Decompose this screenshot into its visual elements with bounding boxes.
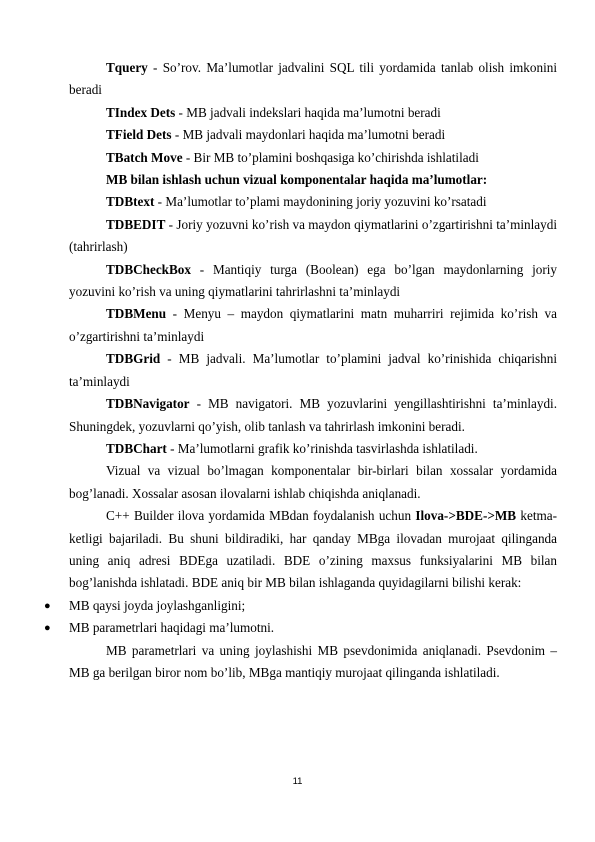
paragraph-tbatch-move [69,147,557,169]
paragraph-tdbchart [69,438,557,460]
cpp-bold-sequence: Ilova->BDE->MB [415,508,517,524]
term-tdbtext: TDBtext [106,194,155,210]
paragraph-tfield-dets [69,124,557,146]
paragraph-tdbnavigator [69,393,557,438]
definition-tquery: - So’rov. Ma’lumotlar jadvalini SQL tili yordamida tanlab olish imkonini beradi [69,60,557,98]
term-tdbchart: TDBChart [106,440,167,456]
paragraph-tdbgrid [69,348,557,393]
definition-tbatch-move: - Bir MB to’plamini boshqasiga ko’chirishda ishlatiladi [182,149,479,165]
bullet-text: MB parametrlari haqidagi ma’lumotni. [69,620,275,636]
paragraph-tdbmenu [69,303,557,348]
definition-tdbnavigator: - MB navigatori. MB yozuvlarini yengillashtirishni ta’minlaydi. Shuningdek, yozuvlarni qo’yish, olib tanlash va tahrirlash imkonini beradi. [69,396,557,434]
paragraph-cpp-builder [69,505,557,595]
term-tfield-dets: TField Dets [106,127,172,143]
section-heading: MB bilan ishlash uchun vizual komponentalar haqida ma’lumotlar: [106,172,488,188]
term-tquery: Tquery [106,60,148,75]
term-tdbmenu: TDBMenu [106,306,167,322]
paragraph-tdbcheckbox [69,259,557,304]
definition-tdbgrid: - MB jadvali. Ma’lumotlar to’plamini jadval ko’rinishida chiqarishni ta’minlaydi [69,351,557,389]
definition-tdbmenu: - Menyu – maydon qiymatlarini matn muharriri rejimida ko’rish va o’zgartirishni ta’minlaydi [69,306,557,344]
bullet-dot-icon: ● [44,622,51,635]
bullet-item [44,595,557,617]
bullet-item [44,617,557,639]
definition-tfield-dets: - MB jadvali maydonlari haqida ma’lumotni beradi [171,127,446,143]
term-tdbnavigator: TDBNavigator [106,396,190,412]
term-tbatch-move: TBatch Move [106,149,183,165]
cpp-text-after: ketma-ketligi bajariladi. Bu shuni bildiradiki, har qanday MBga ilovadan murojaat qilinganda uning aniq adresi BDEga uzatiladi. BDE o’zining maxsus funksiyalarini MB bilan bog’lanishda ishlatadi. BDE aniq bir MB bilan ishlaganda quyidagilarni bilishi kerak: [69,508,557,591]
paragraph-tindex-dets [69,102,557,124]
term-tdbgrid: TDBGrid [106,351,161,367]
paragraph-vizual: Vizual va vizual bo’lmagan komponentalar bir-birlari bilan xossalar yordamida bog’lanadi. Xossalar asosan ilovalarni ishlab chiqishda aniqlanadi. [69,463,557,501]
term-tdbedit: TDBEDIT [106,216,166,232]
term-tdbcheckbox: TDBCheckBox [106,261,191,277]
definition-tdbtext: - Ma’lumotlar to’plami maydonining joriy yozuvini ko’rsatadi [154,194,487,210]
bullet-text: MB qaysi joyda joylashganligini; [69,597,246,613]
term-tindex-dets: TIndex Dets [106,104,176,120]
definition-tdbcheckbox: - Mantiqiy turga (Boolean) ega bo’lgan maydonlarning joriy yozuvini ko’rish va uning qiymatlarini tahrirlashni ta’minlaydi [69,261,557,300]
bullet-dot-icon: ● [44,599,51,612]
page-content [44,57,557,684]
cpp-text-before: C++ Builder ilova yordamida MBdan foydalanish uchun [106,508,416,524]
definition-tdbedit: - Joriy yozuvni ko’rish va maydon qiymatlarini o’zgartirishni ta’minlaydi (tahrirlash) [69,216,557,255]
definition-tdbchart: - Ma’lumotlarni grafik ko’rinishda tasvirlashda ishlatiladi. [166,440,478,456]
page-number: 11 [292,776,303,787]
definition-tindex-dets: - MB jadvali indekslari haqida ma’lumotni beradi [175,104,441,120]
paragraph-tquery [69,57,557,102]
paragraph-tdbtext [69,191,557,213]
paragraph-tdbedit [69,214,557,259]
paragraph-psevdonim: MB parametrlari va uning joylashishi MB psevdonimida aniqlanadi. Psevdonim – MB ga berilgan biror nom bo’lib, MBga mantiqiy murojaat qilinganda ishlatiladi. [69,642,557,680]
